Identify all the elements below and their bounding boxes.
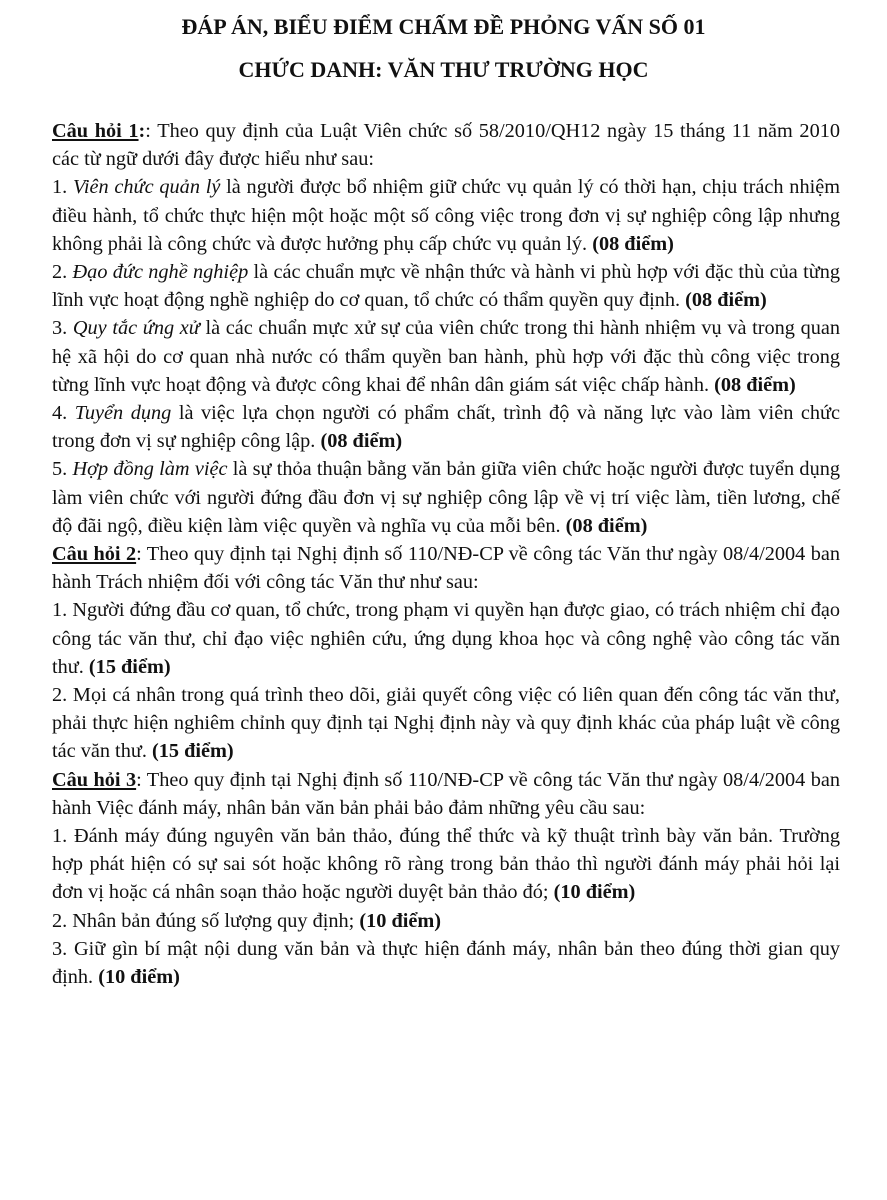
question-1-text: : Theo quy định của Luật Viên chức số 58/2010/QH12 ngày 15 tháng 11 năm 2010 các từ ngữ dưới đây được hiểu như sau: <box>52 120 840 171</box>
question-1-item: 3. Quy tắc ứng xử là các chuẩn mực xử sự của viên chức trong thi hành nhiệm vụ và trong quan hệ xã hội do cơ quan nhà nước có thẩm quyền ban hành, phù hợp với đặc thù công việc trong từng lĩnh vực hoạt động và được công khai để nhân dân giám sát việc chấp hành. (08 điểm) <box>52 317 841 396</box>
score: (08 điểm) <box>565 514 648 537</box>
score: (08 điểm) <box>592 232 674 255</box>
question-1-label: Câu hỏi 1 <box>52 120 139 142</box>
score: (15 điểm) <box>151 740 234 763</box>
defined-term: Đạo đức nghề nghiệp <box>72 261 249 284</box>
defined-term: Hợp đồng làm việc <box>72 458 228 481</box>
score: (10 điểm) <box>553 881 636 904</box>
score: (08 điểm) <box>685 289 767 312</box>
score: (15 điểm) <box>88 655 171 678</box>
score: (08 điểm) <box>714 373 796 396</box>
question-3-item: 1. Đánh máy đúng nguyên văn bản thảo, đúng thể thức và kỹ thuật trình bày văn bản. Trường hợp phát hiện có sự sai sót hoặc không rõ ràng trong bản thảo thì người đánh máy phải hỏi lại đơn vị hoặc cá nhân soạn thảo hoặc người duyệt bản thảo đó; (10 điểm) <box>52 825 840 904</box>
question-3-item: 3. Giữ gìn bí mật nội dung văn bản và thực hiện đánh máy, nhân bản theo đúng thời gian quy định. (10 điểm) <box>52 937 840 989</box>
defined-term: Quy tắc ứng xử <box>72 317 200 340</box>
question-2-text: : Theo quy định tại Nghị định số 110/NĐ-CP về công tác Văn thư ngày 08/4/2004 ban hành Trách nhiệm đối với công tác Văn thư như sau: <box>52 543 840 594</box>
document-subtitle: CHỨC DANH: VĂN THƯ TRƯỜNG HỌC <box>238 57 649 82</box>
question-1-item: 4. Tuyển dụng là việc lựa chọn người có phẩm chất, trình độ và năng lực vào làm viên chức trong đơn vị sự nghiệp công lập. (08 điểm) <box>52 402 841 453</box>
question-2-item: 1. Người đứng đầu cơ quan, tổ chức, trong phạm vi quyền hạn được giao, có trách nhiệm chỉ đạo công tác văn thư, chỉ đạo việc nghiên cứu, ứng dụng khoa học và công nghệ vào công tác văn thư. (15 điểm) <box>52 599 840 678</box>
question-1-intro: Câu hỏi 1:: Theo quy định của Luật Viên chức số 58/2010/QH12 ngày 15 tháng 11 năm 2010 các từ ngữ dưới đây được hiểu như sau: <box>52 120 840 171</box>
question-3-intro <box>52 766 840 822</box>
score: (08 điểm) <box>320 430 403 453</box>
question-1-item: 1. Viên chức quản lý là người được bổ nhiệm giữ chức vụ quản lý có thời hạn, chịu trách nhiệm điều hành, tổ chức thực hiện một hoặc một số công việc trong đơn vị sự nghiệp công lập nhưng không phải là công chức và được hưởng phụ cấp chức vụ quản lý. (08 điểm) <box>52 176 841 255</box>
question-3-label: Câu hỏi 3 <box>52 768 137 791</box>
defined-term: Tuyển dụng <box>74 402 172 425</box>
question-2-item: 2. Mọi cá nhân trong quá trình theo dõi, giải quyết công việc có liên quan đến công tác văn thư, phải thực hiện nghiêm chỉnh quy định tại Nghị định này và quy định khác của pháp luật về công tác văn thư. (15 điểm) <box>52 684 840 763</box>
question-1-item: 2. Đạo đức nghề nghiệp là các chuẩn mực về nhận thức và hành vi phù hợp với đặc thù của từng lĩnh vực hoạt động nghề nghiệp do cơ quan, tổ chức có thẩm quyền quy định. (08 điểm) <box>52 261 841 312</box>
document-body <box>52 117 840 991</box>
question-3-item: 2. Nhân bản đúng số lượng quy định; (10 điểm) <box>52 909 442 932</box>
question-3-text: : Theo quy định tại Nghị định số 110/NĐ-CP về công tác Văn thư ngày 08/4/2004 ban hành Việc đánh máy, nhân bản văn bản phải bảo đảm những yêu cầu sau: <box>52 768 840 819</box>
score: (10 điểm) <box>359 909 442 932</box>
question-2-intro <box>52 540 840 596</box>
defined-term: Viên chức quản lý <box>72 176 221 199</box>
question-1-item: 5. Hợp đồng làm việc là sự thỏa thuận bằng văn bản giữa viên chức hoặc người được tuyển dụng làm viên chức với người đứng đầu đơn vị sự nghiệp công lập về vị trí việc làm, tiền lương, chế độ đãi ngộ, điều kiện làm việc quyền và nghĩa vụ của mỗi bên. (08 điểm) <box>52 458 840 537</box>
question-2-label: Câu hỏi 2 <box>52 543 137 566</box>
score: (10 điểm) <box>98 966 180 989</box>
document-title: ĐÁP ÁN, BIỂU ĐIỂM CHẤM ĐỀ PHỎNG VẤN SỐ 01 <box>181 14 706 39</box>
